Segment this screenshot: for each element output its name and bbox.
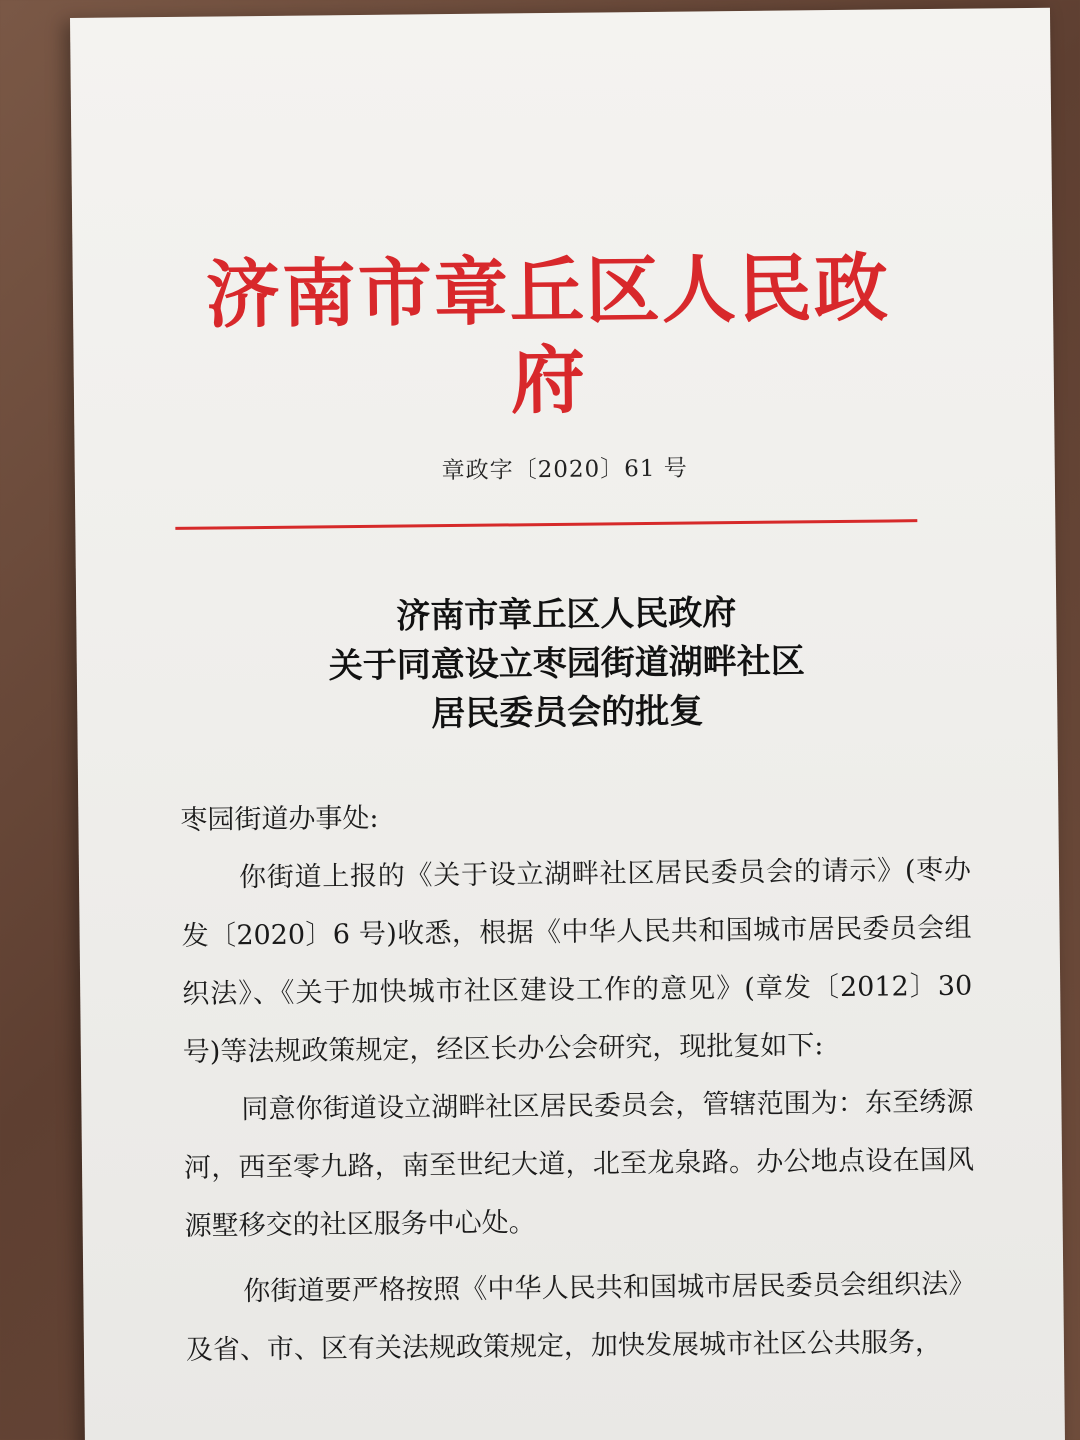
subject-line-1: 济南市章丘区人民政府 [396, 593, 737, 637]
document-body [180, 784, 976, 1380]
red-divider [175, 519, 917, 530]
document-number: 章政字〔2020〕61 号 [441, 455, 688, 485]
paragraph-1: 你街道上报的《关于设立湖畔社区居民委员会的请示》(枣办发〔2020〕6 号)收悉，根据《中华人民共和国城市居民委员会组织法》、《关于加快城市社区建设工作的意见》(章发〔2012〕30 号)等法规政策规定，经区长办公会研究，现批复如下: [181, 854, 973, 1068]
paragraph-2: 同意你街道设立湖畔社区居民委员会，管辖范围为：东至绣源河，西至零九路，南至世纪大道，北至龙泉路。办公地点设在国风源墅移交的社区服务中心处。 [183, 1086, 975, 1242]
subject-line-2: 关于同意设立枣园街道湖畔社区 [328, 641, 805, 687]
issuer-header: 济南市章丘区人民政府 [205, 245, 891, 425]
document-page [70, 8, 1065, 1440]
subject-line-3: 居民委员会的批复 [431, 691, 704, 735]
paragraph-3: 你街道要严格按照《中华人民共和国城市居民委员会组织法》及省、市、区有关法规政策规定，加快发展城市社区公共服务， [185, 1268, 976, 1366]
document-subject [76, 586, 1057, 743]
salutation: 枣园街道办事处: [180, 802, 379, 836]
